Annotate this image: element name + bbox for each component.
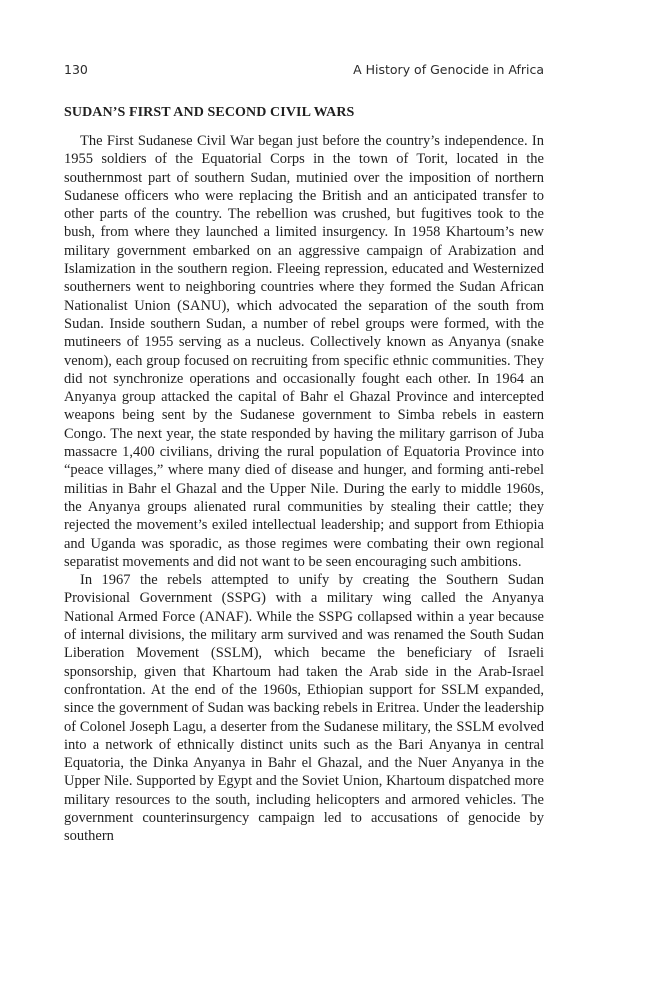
body-paragraph-1: The First Sudanese Civil War began just before the country’s independence. In 1955 soldiers of the Equatorial Corps in the town of Torit, located in the southernmost part of southern Sudan, mutinied over the imposition of northern Sudanese officers who were replacing the British and an anticipated transfer to other parts of the country. The rebellion was crushed, but fugitives took to the bush, from where they launched a limited insurgency. In 1958 Khartoum’s new military government embarked on an aggressive campaign of Arabization and Islamization in the southern region. Fleeing repression, educated and Westernized southerners went to neighboring countries where they formed the Sudan African Nationalist Union (SANU), which advocated the separation of the south from Sudan. Inside southern Sudan, a number of rebel groups were formed, with the mutineers of 1955 serving as a nucleus. Collectively known as Anyanya (snake venom), each group focused on recruiting from specific ethnic communities. They did not synchronize operations and occasionally fought each other. In 1964 an Anyanya group attacked the capital of Bahr el Ghazal Province and intercepted weapons being sent by the Sudanese government to Simba rebels in eastern Congo. The next year, the state responded by having the military garrison of Juba massacre 1,400 civilians, driving the rural population of Equatoria Province into “peace villages,” where many died of disease and hunger, and forming anti-rebel militias in Bahr el Ghazal and the Upper Nile. During the early to middle 1960s, the Anyanya groups alienated rural communities by stealing their cattle; they rejected the movement’s exiled intellectual leadership; and support from Ethiopia and Uganda was sporadic, as those regimes were combating their own regional separatist movements and did not want to be seen encouraging such ambitions.: [64, 133, 544, 570]
running-head: [64, 62, 544, 82]
running-title: A History of Genocide in Africa: [353, 62, 544, 77]
section-heading: SUDAN’S FIRST AND SECOND CIVIL WARS: [64, 105, 355, 120]
body-paragraph-2: In 1967 the rebels attempted to unify by creating the Southern Sudan Provisional Government (SSPG) with a military wing called the Anyanya National Armed Force (ANAF). While the SSPG collapsed within a year because of internal divisions, the military arm survived and was renamed the South Sudan Liberation Movement (SSLM), which became the beneficiary of Israeli sponsorship, given that Khartoum had taken the Arab side in the Arab-Israel confrontation. At the end of the 1960s, Ethiopian support for SSLM expanded, since the government of Sudan was backing rebels in Eritrea. Under the leadership of Colonel Joseph Lagu, a deserter from the Sudanese military, the SSLM evolved into a network of ethnically distinct units such as the Bari Anyanya in central Equatoria, the Dinka Anyanya in Bahr el Ghazal, and the Nuer Anyanya in the Upper Nile. Supported by Egypt and the Soviet Union, Khartoum dispatched more military resources to the south, including helicopters and armored vehicles. The government counterinsurgency campaign led to accusations of genocide by southern: [64, 572, 544, 845]
book-page: [64, 62, 544, 846]
page-number: 130: [64, 62, 88, 77]
